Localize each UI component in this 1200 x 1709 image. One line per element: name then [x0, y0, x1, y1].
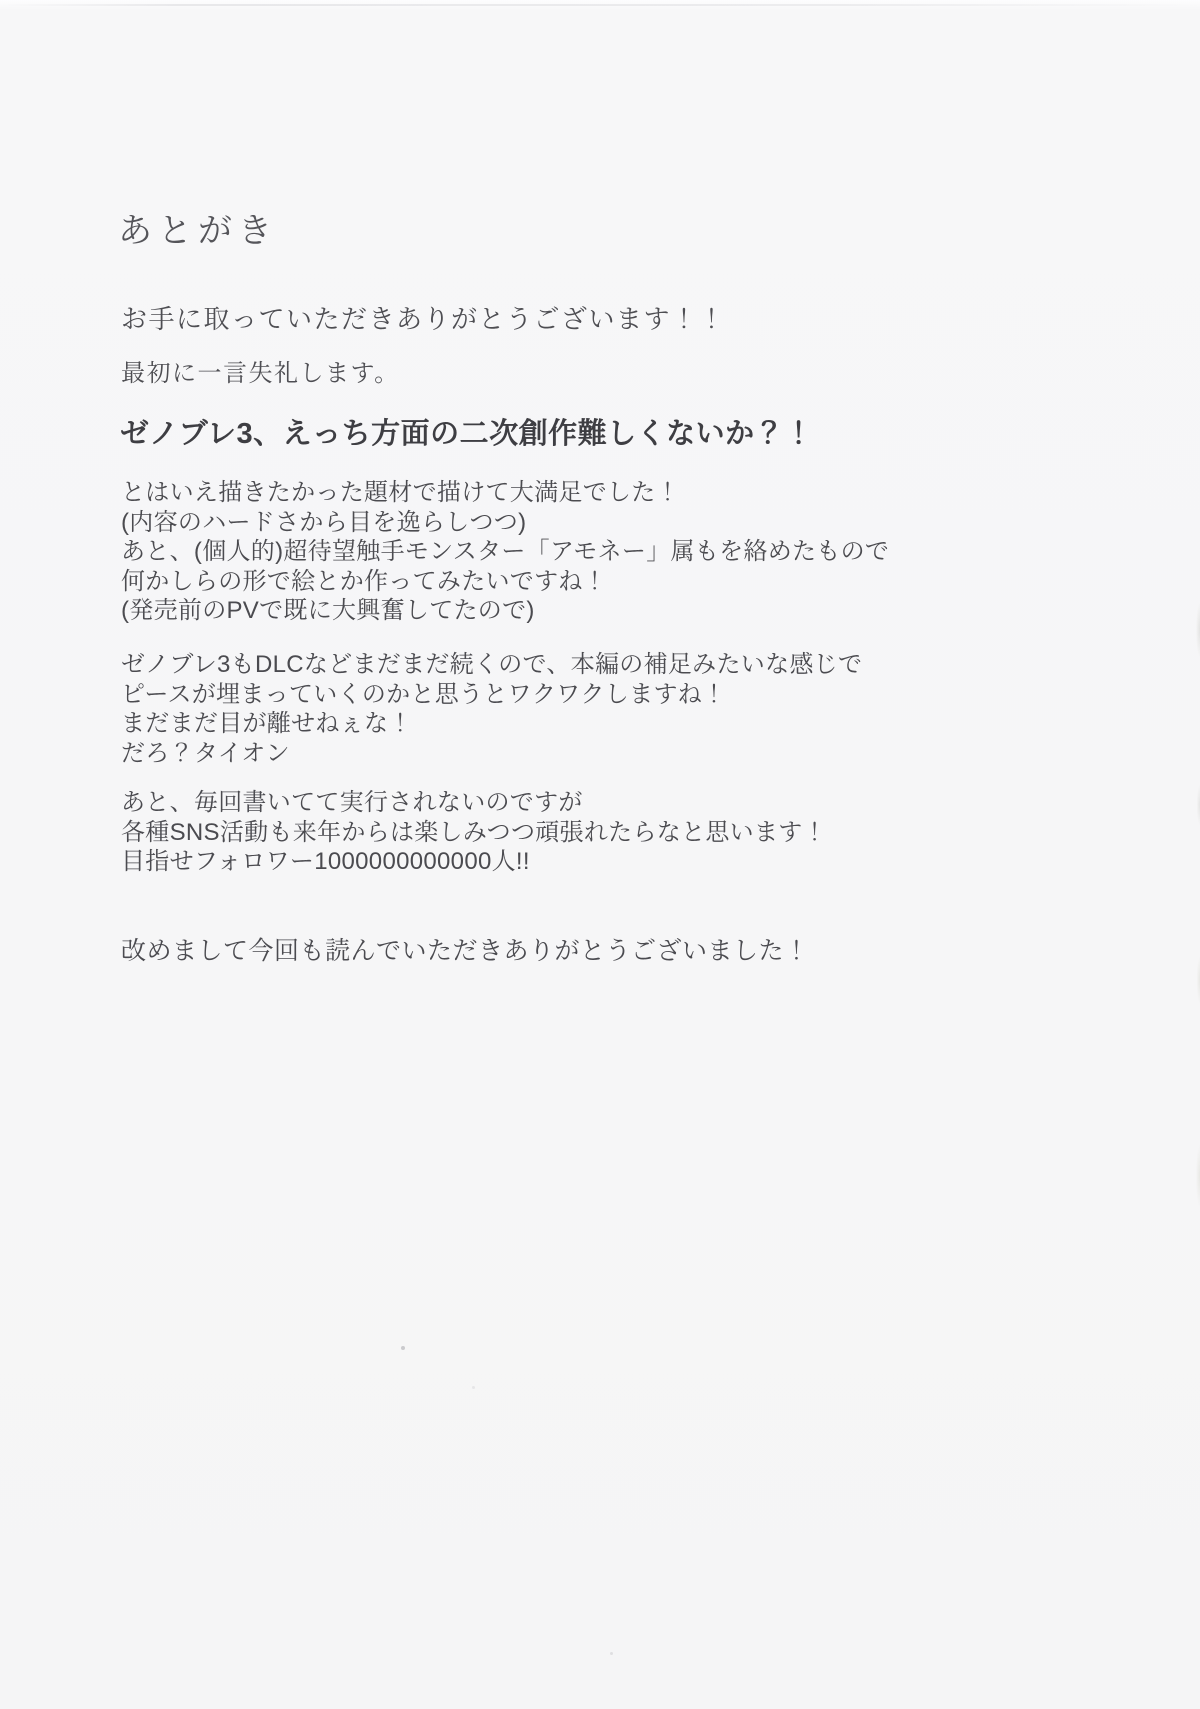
paragraph-satisfaction	[121, 478, 889, 626]
greeting-line-1: お手に取っていただきありがとうございます！！	[121, 305, 727, 334]
scan-speck	[610, 1652, 613, 1655]
scan-speck	[472, 1386, 475, 1389]
greeting-line-2: 最初に一言失礼します。	[121, 361, 400, 387]
paragraph-line: (内容のハードさから目を逸らしつつ)	[121, 508, 527, 536]
paragraph-line: あと、毎回書いてて実行されないのですが	[121, 789, 583, 816]
scan-speck	[401, 1346, 405, 1350]
paragraph-dlc	[121, 650, 862, 768]
paragraph-line: とはいえ描きたかった題材で描けて大満足でした！	[121, 479, 680, 506]
headline-statement: ゼノブレ3、えっち方面の二次創作難しくないか？！	[120, 418, 814, 450]
paragraph-line: だろ？タイオン	[121, 739, 290, 767]
paragraph-line: ゼノブレ3もDLCなどまだまだ続くので、本編の補足みたいな感じで	[121, 651, 863, 678]
page-title: あとがき	[118, 212, 278, 250]
scan-hairline	[0, 4, 1200, 6]
paragraph-line: ピースが埋まっていくのかと思うとワクワクしますね！	[121, 680, 727, 708]
paragraph-line: 目指せフォロワー1000000000000人!!	[121, 848, 530, 876]
paragraph-line: あと、(個人的)超待望触手モンスター「アモネー」属もを絡めたもので	[121, 538, 890, 566]
paragraph-line: 各種SNS活動も来年からは楽しみつつ頑張れたらなと思います！	[121, 818, 827, 846]
paragraph-sns	[121, 788, 827, 877]
closing-line: 改めまして今回も読んでいただきありがとうございました！	[121, 937, 810, 965]
paragraph-line: 何かしらの形で絵とか作ってみたいですね！	[121, 567, 607, 595]
scan-edge-artifacts	[1186, 560, 1200, 1260]
paragraph-line: (発売前のPVで既に大興奮してたので)	[121, 597, 535, 625]
paragraph-line: まだまだ目が離せねぇな！	[121, 710, 413, 738]
